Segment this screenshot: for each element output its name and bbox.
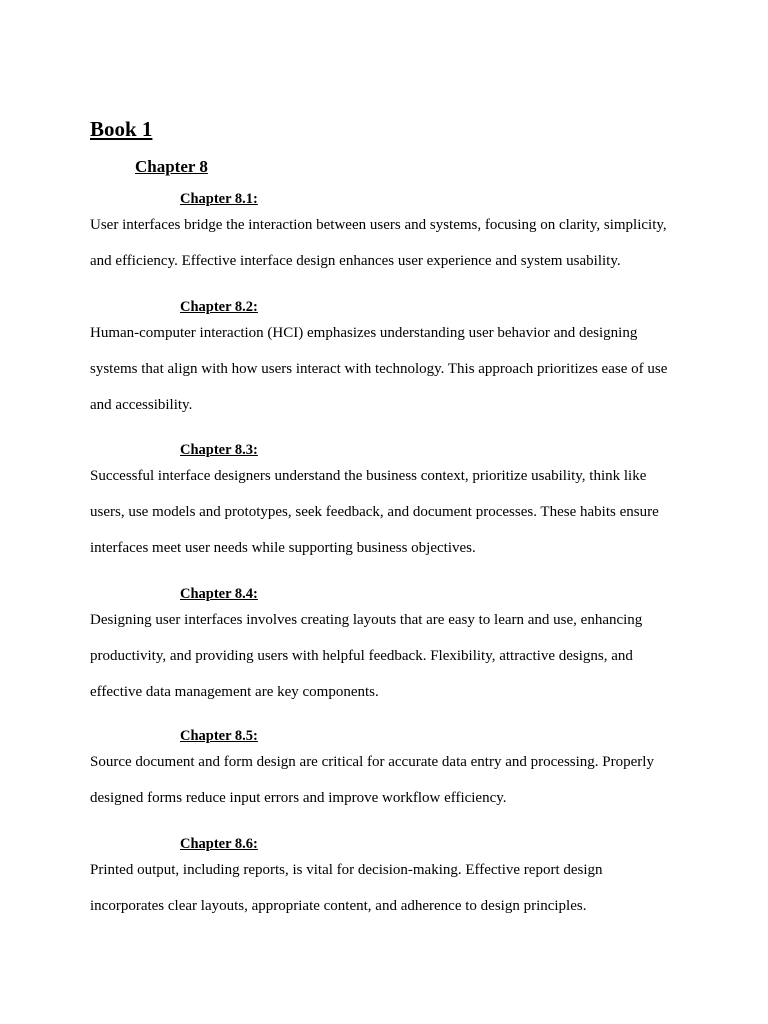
section-8-2 bbox=[90, 297, 690, 423]
chapter-title: Chapter 8 bbox=[135, 157, 208, 176]
section-heading: Chapter 8.2: bbox=[180, 299, 258, 315]
section-8-5 bbox=[90, 726, 690, 817]
section-heading: Chapter 8.4: bbox=[180, 586, 258, 602]
section-body: Human-computer interaction (HCI) emphasizes understanding user behavior and designing systems that align with how users interact with technology. This approach prioritizes ease of use and accessibility. bbox=[90, 325, 668, 413]
section-heading: Chapter 8.1: bbox=[180, 191, 258, 207]
section-body: User interfaces bridge the interaction between users and systems, focusing on clarity, simplicity, and efficiency. Effective interface design enhances user experience and system usability. bbox=[90, 217, 667, 269]
section-body: Designing user interfaces involves creating layouts that are easy to learn and use, enhancing productivity, and providing users with helpful feedback. Flexibility, attractive designs, and effective data management are key components. bbox=[90, 612, 643, 700]
section-body: Successful interface designers understand the business context, prioritize usability, think like users, use models and prototypes, seek feedback, and document processes. These habits ensure interfaces meet user needs while supporting business objectives. bbox=[90, 468, 659, 556]
section-body: Printed output, including reports, is vital for decision-making. Effective report design incorporates clear layouts, appropriate content, and adherence to design principles. bbox=[90, 862, 603, 914]
section-heading: Chapter 8.5: bbox=[180, 728, 258, 744]
section-8-6 bbox=[90, 834, 690, 925]
section-8-3 bbox=[90, 440, 690, 566]
book-title: Book 1 bbox=[90, 117, 153, 141]
section-body: Source document and form design are critical for accurate data entry and processing. Properly designed forms reduce input errors and improve workflow efficiency. bbox=[90, 754, 654, 806]
section-8-4 bbox=[90, 584, 690, 710]
section-heading: Chapter 8.6: bbox=[180, 836, 258, 852]
section-8-1 bbox=[90, 189, 690, 280]
section-heading: Chapter 8.3: bbox=[180, 442, 258, 458]
